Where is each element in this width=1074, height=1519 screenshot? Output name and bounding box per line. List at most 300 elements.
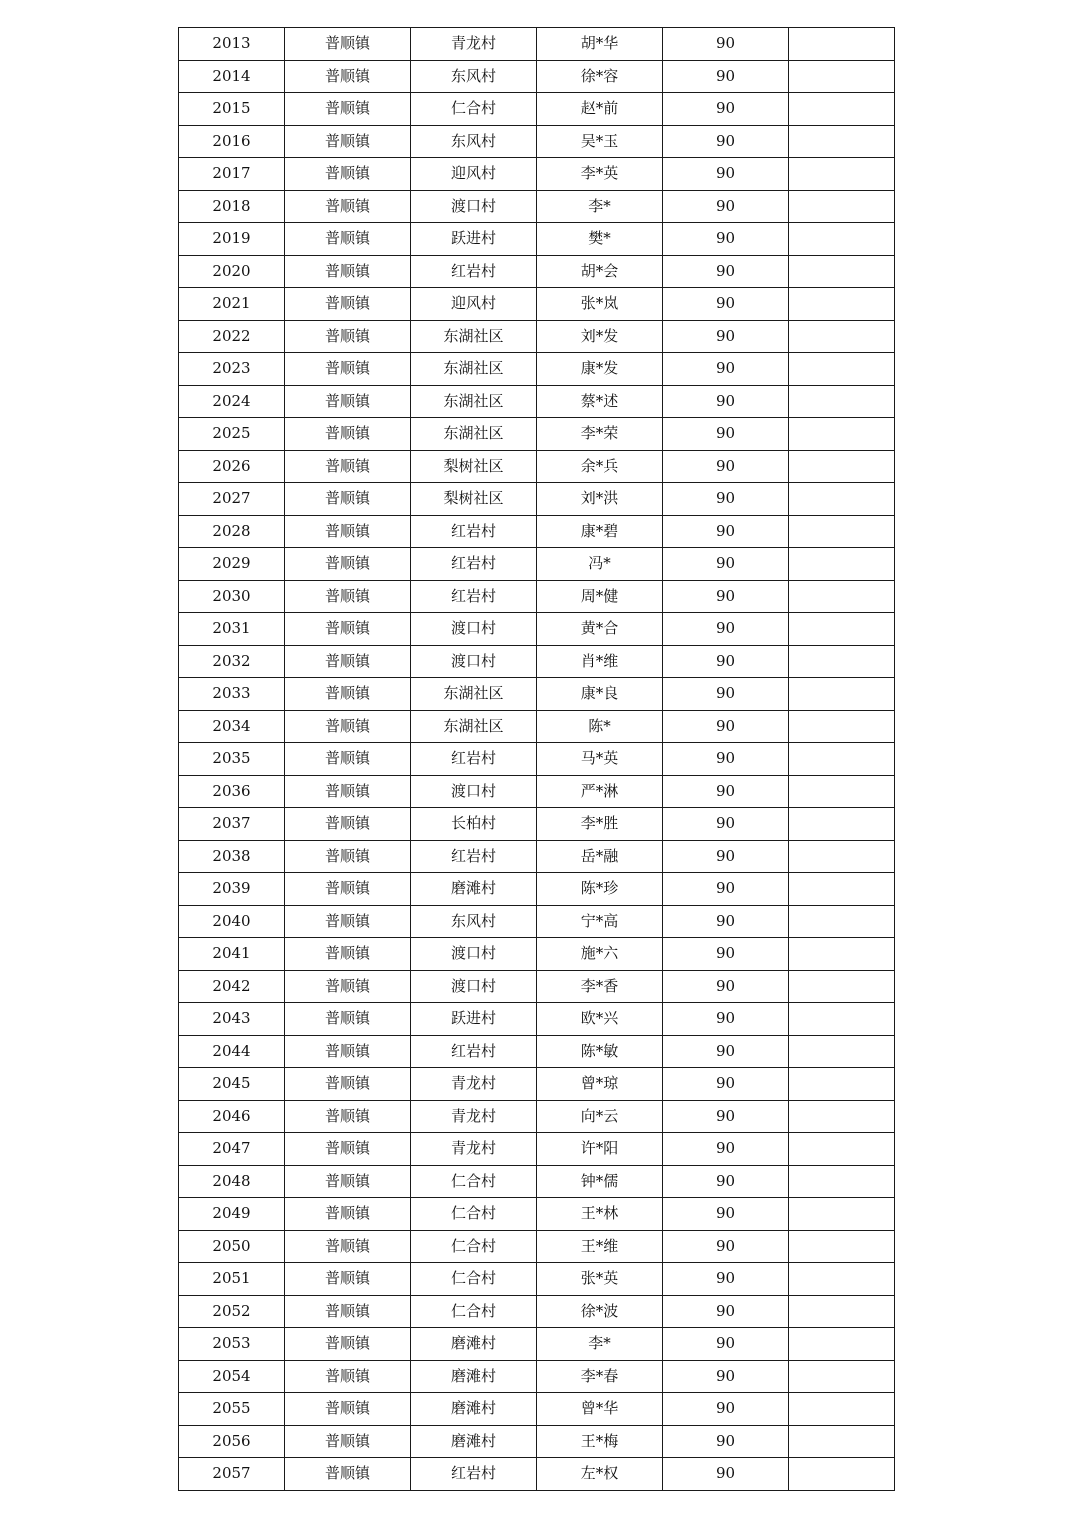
name-cell: 张*英: [537, 1263, 663, 1296]
name-cell: 欧*兴: [537, 1003, 663, 1036]
remark-cell: [789, 515, 895, 548]
name-cell: 向*云: [537, 1100, 663, 1133]
village-cell: 红岩村: [411, 743, 537, 776]
remark-cell: [789, 1133, 895, 1166]
town-cell: 普顺镇: [285, 483, 411, 516]
town-cell: 普顺镇: [285, 1360, 411, 1393]
remark-cell: [789, 158, 895, 191]
table-row: [179, 1198, 895, 1231]
name-cell: 蔡*述: [537, 385, 663, 418]
name-cell: 徐*波: [537, 1295, 663, 1328]
town-cell: 普顺镇: [285, 1458, 411, 1491]
table-row: [179, 418, 895, 451]
amount-cell: 90: [663, 450, 789, 483]
town-cell: 普顺镇: [285, 1295, 411, 1328]
amount-cell: 90: [663, 93, 789, 126]
amount-cell: 90: [663, 385, 789, 418]
town-cell: 普顺镇: [285, 1133, 411, 1166]
village-cell: 渡口村: [411, 613, 537, 646]
table-row: [179, 970, 895, 1003]
table-row: [179, 808, 895, 841]
row-number-cell: 2026: [179, 450, 285, 483]
amount-cell: 90: [663, 548, 789, 581]
town-cell: 普顺镇: [285, 353, 411, 386]
town-cell: 普顺镇: [285, 28, 411, 61]
amount-cell: 90: [663, 60, 789, 93]
amount-cell: 90: [663, 1328, 789, 1361]
row-number-cell: 2044: [179, 1035, 285, 1068]
amount-cell: 90: [663, 905, 789, 938]
name-cell: 许*阳: [537, 1133, 663, 1166]
row-number-cell: 2042: [179, 970, 285, 1003]
remark-cell: [789, 320, 895, 353]
amount-cell: 90: [663, 320, 789, 353]
row-number-cell: 2033: [179, 678, 285, 711]
amount-cell: 90: [663, 1133, 789, 1166]
village-cell: 梨树社区: [411, 450, 537, 483]
row-number-cell: 2014: [179, 60, 285, 93]
town-cell: 普顺镇: [285, 1035, 411, 1068]
name-cell: 李*: [537, 1328, 663, 1361]
amount-cell: 90: [663, 1230, 789, 1263]
remark-cell: [789, 710, 895, 743]
name-cell: 曾*华: [537, 1393, 663, 1426]
remark-cell: [789, 580, 895, 613]
name-cell: 李*: [537, 190, 663, 223]
remark-cell: [789, 905, 895, 938]
name-cell: 胡*华: [537, 28, 663, 61]
town-cell: 普顺镇: [285, 613, 411, 646]
village-cell: 磨滩村: [411, 873, 537, 906]
village-cell: 渡口村: [411, 190, 537, 223]
name-cell: 曾*琼: [537, 1068, 663, 1101]
name-cell: 康*发: [537, 353, 663, 386]
row-number-cell: 2057: [179, 1458, 285, 1491]
remark-cell: [789, 970, 895, 1003]
village-cell: 东湖社区: [411, 320, 537, 353]
table-row: [179, 1393, 895, 1426]
town-cell: 普顺镇: [285, 1328, 411, 1361]
row-number-cell: 2056: [179, 1425, 285, 1458]
remark-cell: [789, 1425, 895, 1458]
table-row: [179, 93, 895, 126]
amount-cell: 90: [663, 613, 789, 646]
village-cell: 仁合村: [411, 1295, 537, 1328]
town-cell: 普顺镇: [285, 1230, 411, 1263]
remark-cell: [789, 1198, 895, 1231]
row-number-cell: 2021: [179, 288, 285, 321]
amount-cell: 90: [663, 970, 789, 1003]
row-number-cell: 2045: [179, 1068, 285, 1101]
remark-cell: [789, 743, 895, 776]
remark-cell: [789, 1165, 895, 1198]
town-cell: 普顺镇: [285, 450, 411, 483]
table-row: [179, 158, 895, 191]
table-row: [179, 1263, 895, 1296]
name-cell: 陈*: [537, 710, 663, 743]
table-row: [179, 1100, 895, 1133]
village-cell: 红岩村: [411, 1458, 537, 1491]
remark-cell: [789, 1068, 895, 1101]
village-cell: 迎风村: [411, 288, 537, 321]
name-cell: 岳*融: [537, 840, 663, 873]
row-number-cell: 2017: [179, 158, 285, 191]
name-cell: 刘*发: [537, 320, 663, 353]
name-cell: 樊*: [537, 223, 663, 256]
row-number-cell: 2019: [179, 223, 285, 256]
town-cell: 普顺镇: [285, 775, 411, 808]
amount-cell: 90: [663, 483, 789, 516]
remark-cell: [789, 1393, 895, 1426]
remark-cell: [789, 645, 895, 678]
village-cell: 青龙村: [411, 1068, 537, 1101]
name-cell: 黄*合: [537, 613, 663, 646]
remark-cell: [789, 840, 895, 873]
village-cell: 青龙村: [411, 28, 537, 61]
town-cell: 普顺镇: [285, 743, 411, 776]
village-cell: 东风村: [411, 60, 537, 93]
remark-cell: [789, 1100, 895, 1133]
name-cell: 周*健: [537, 580, 663, 613]
amount-cell: 90: [663, 743, 789, 776]
town-cell: 普顺镇: [285, 515, 411, 548]
village-cell: 仁合村: [411, 1165, 537, 1198]
village-cell: 渡口村: [411, 775, 537, 808]
remark-cell: [789, 1003, 895, 1036]
village-cell: 渡口村: [411, 645, 537, 678]
roster-table-body: [179, 28, 895, 1491]
town-cell: 普顺镇: [285, 320, 411, 353]
table-row: [179, 1165, 895, 1198]
remark-cell: [789, 483, 895, 516]
table-row: [179, 60, 895, 93]
row-number-cell: 2029: [179, 548, 285, 581]
table-row: [179, 1425, 895, 1458]
table-row: [179, 1328, 895, 1361]
village-cell: 磨滩村: [411, 1360, 537, 1393]
row-number-cell: 2025: [179, 418, 285, 451]
amount-cell: 90: [663, 1068, 789, 1101]
village-cell: 迎风村: [411, 158, 537, 191]
remark-cell: [789, 548, 895, 581]
town-cell: 普顺镇: [285, 645, 411, 678]
remark-cell: [789, 223, 895, 256]
table-row: [179, 255, 895, 288]
remark-cell: [789, 1263, 895, 1296]
town-cell: 普顺镇: [285, 548, 411, 581]
town-cell: 普顺镇: [285, 190, 411, 223]
town-cell: 普顺镇: [285, 158, 411, 191]
table-row: [179, 840, 895, 873]
amount-cell: 90: [663, 223, 789, 256]
amount-cell: 90: [663, 1425, 789, 1458]
name-cell: 施*六: [537, 938, 663, 971]
name-cell: 李*香: [537, 970, 663, 1003]
village-cell: 仁合村: [411, 1230, 537, 1263]
remark-cell: [789, 678, 895, 711]
town-cell: 普顺镇: [285, 580, 411, 613]
table-row: [179, 515, 895, 548]
name-cell: 胡*会: [537, 255, 663, 288]
row-number-cell: 2038: [179, 840, 285, 873]
remark-cell: [789, 1295, 895, 1328]
remark-cell: [789, 450, 895, 483]
table-row: [179, 873, 895, 906]
amount-cell: 90: [663, 1458, 789, 1491]
name-cell: 余*兵: [537, 450, 663, 483]
amount-cell: 90: [663, 580, 789, 613]
amount-cell: 90: [663, 1393, 789, 1426]
name-cell: 康*良: [537, 678, 663, 711]
village-cell: 仁合村: [411, 93, 537, 126]
remark-cell: [789, 613, 895, 646]
row-number-cell: 2046: [179, 1100, 285, 1133]
town-cell: 普顺镇: [285, 970, 411, 1003]
name-cell: 赵*前: [537, 93, 663, 126]
village-cell: 红岩村: [411, 1035, 537, 1068]
amount-cell: 90: [663, 1035, 789, 1068]
village-cell: 渡口村: [411, 938, 537, 971]
town-cell: 普顺镇: [285, 1393, 411, 1426]
table-row: [179, 1230, 895, 1263]
name-cell: 陈*敏: [537, 1035, 663, 1068]
town-cell: 普顺镇: [285, 808, 411, 841]
amount-cell: 90: [663, 1165, 789, 1198]
amount-cell: 90: [663, 158, 789, 191]
name-cell: 康*碧: [537, 515, 663, 548]
remark-cell: [789, 28, 895, 61]
amount-cell: 90: [663, 125, 789, 158]
roster-table: [178, 27, 895, 1491]
remark-cell: [789, 190, 895, 223]
row-number-cell: 2035: [179, 743, 285, 776]
row-number-cell: 2040: [179, 905, 285, 938]
table-row: [179, 905, 895, 938]
row-number-cell: 2055: [179, 1393, 285, 1426]
amount-cell: 90: [663, 515, 789, 548]
table-row: [179, 353, 895, 386]
village-cell: 青龙村: [411, 1133, 537, 1166]
name-cell: 徐*容: [537, 60, 663, 93]
amount-cell: 90: [663, 645, 789, 678]
name-cell: 马*英: [537, 743, 663, 776]
amount-cell: 90: [663, 840, 789, 873]
town-cell: 普顺镇: [285, 223, 411, 256]
table-row: [179, 125, 895, 158]
row-number-cell: 2032: [179, 645, 285, 678]
amount-cell: 90: [663, 288, 789, 321]
name-cell: 李*春: [537, 1360, 663, 1393]
table-row: [179, 613, 895, 646]
table-row: [179, 938, 895, 971]
table-row: [179, 710, 895, 743]
amount-cell: 90: [663, 808, 789, 841]
village-cell: 东湖社区: [411, 385, 537, 418]
amount-cell: 90: [663, 190, 789, 223]
amount-cell: 90: [663, 28, 789, 61]
town-cell: 普顺镇: [285, 840, 411, 873]
town-cell: 普顺镇: [285, 93, 411, 126]
table-row: [179, 320, 895, 353]
remark-cell: [789, 1360, 895, 1393]
town-cell: 普顺镇: [285, 288, 411, 321]
row-number-cell: 2020: [179, 255, 285, 288]
amount-cell: 90: [663, 678, 789, 711]
row-number-cell: 2028: [179, 515, 285, 548]
town-cell: 普顺镇: [285, 418, 411, 451]
row-number-cell: 2016: [179, 125, 285, 158]
village-cell: 东湖社区: [411, 710, 537, 743]
town-cell: 普顺镇: [285, 938, 411, 971]
town-cell: 普顺镇: [285, 60, 411, 93]
amount-cell: 90: [663, 1100, 789, 1133]
table-row: [179, 1035, 895, 1068]
table-row: [179, 483, 895, 516]
remark-cell: [789, 938, 895, 971]
row-number-cell: 2031: [179, 613, 285, 646]
village-cell: 东湖社区: [411, 418, 537, 451]
name-cell: 王*梅: [537, 1425, 663, 1458]
row-number-cell: 2053: [179, 1328, 285, 1361]
amount-cell: 90: [663, 255, 789, 288]
row-number-cell: 2023: [179, 353, 285, 386]
town-cell: 普顺镇: [285, 1003, 411, 1036]
name-cell: 左*权: [537, 1458, 663, 1491]
village-cell: 青龙村: [411, 1100, 537, 1133]
village-cell: 长柏村: [411, 808, 537, 841]
table-row: [179, 1003, 895, 1036]
row-number-cell: 2041: [179, 938, 285, 971]
town-cell: 普顺镇: [285, 873, 411, 906]
amount-cell: 90: [663, 710, 789, 743]
village-cell: 磨滩村: [411, 1393, 537, 1426]
town-cell: 普顺镇: [285, 385, 411, 418]
name-cell: 吴*玉: [537, 125, 663, 158]
village-cell: 东风村: [411, 905, 537, 938]
village-cell: 东湖社区: [411, 353, 537, 386]
town-cell: 普顺镇: [285, 125, 411, 158]
name-cell: 王*林: [537, 1198, 663, 1231]
village-cell: 东风村: [411, 125, 537, 158]
village-cell: 东湖社区: [411, 678, 537, 711]
table-row: [179, 775, 895, 808]
row-number-cell: 2039: [179, 873, 285, 906]
amount-cell: 90: [663, 1263, 789, 1296]
town-cell: 普顺镇: [285, 1425, 411, 1458]
table-row: [179, 743, 895, 776]
row-number-cell: 2030: [179, 580, 285, 613]
remark-cell: [789, 385, 895, 418]
name-cell: 陈*珍: [537, 873, 663, 906]
village-cell: 跃进村: [411, 1003, 537, 1036]
table-row: [179, 678, 895, 711]
remark-cell: [789, 775, 895, 808]
village-cell: 渡口村: [411, 970, 537, 1003]
amount-cell: 90: [663, 775, 789, 808]
table-row: [179, 385, 895, 418]
row-number-cell: 2027: [179, 483, 285, 516]
remark-cell: [789, 1230, 895, 1263]
table-row: [179, 1458, 895, 1491]
village-cell: 跃进村: [411, 223, 537, 256]
table-row: [179, 288, 895, 321]
row-number-cell: 2034: [179, 710, 285, 743]
name-cell: 宁*高: [537, 905, 663, 938]
row-number-cell: 2051: [179, 1263, 285, 1296]
row-number-cell: 2022: [179, 320, 285, 353]
amount-cell: 90: [663, 1295, 789, 1328]
remark-cell: [789, 288, 895, 321]
name-cell: 严*淋: [537, 775, 663, 808]
name-cell: 王*维: [537, 1230, 663, 1263]
table-row: [179, 223, 895, 256]
table-row: [179, 1295, 895, 1328]
row-number-cell: 2018: [179, 190, 285, 223]
name-cell: 张*岚: [537, 288, 663, 321]
remark-cell: [789, 1328, 895, 1361]
village-cell: 磨滩村: [411, 1328, 537, 1361]
town-cell: 普顺镇: [285, 905, 411, 938]
row-number-cell: 2052: [179, 1295, 285, 1328]
row-number-cell: 2043: [179, 1003, 285, 1036]
name-cell: 李*英: [537, 158, 663, 191]
village-cell: 磨滩村: [411, 1425, 537, 1458]
table-row: [179, 548, 895, 581]
row-number-cell: 2013: [179, 28, 285, 61]
row-number-cell: 2048: [179, 1165, 285, 1198]
village-cell: 红岩村: [411, 255, 537, 288]
table-row: [179, 580, 895, 613]
name-cell: 李*胜: [537, 808, 663, 841]
table-row: [179, 645, 895, 678]
name-cell: 钟*儒: [537, 1165, 663, 1198]
amount-cell: 90: [663, 353, 789, 386]
name-cell: 冯*: [537, 548, 663, 581]
town-cell: 普顺镇: [285, 710, 411, 743]
remark-cell: [789, 125, 895, 158]
remark-cell: [789, 873, 895, 906]
town-cell: 普顺镇: [285, 678, 411, 711]
village-cell: 红岩村: [411, 840, 537, 873]
row-number-cell: 2047: [179, 1133, 285, 1166]
remark-cell: [789, 255, 895, 288]
amount-cell: 90: [663, 873, 789, 906]
table-row: [179, 190, 895, 223]
table-row: [179, 1068, 895, 1101]
amount-cell: 90: [663, 418, 789, 451]
town-cell: 普顺镇: [285, 1100, 411, 1133]
remark-cell: [789, 93, 895, 126]
remark-cell: [789, 808, 895, 841]
remark-cell: [789, 418, 895, 451]
name-cell: 李*荣: [537, 418, 663, 451]
remark-cell: [789, 353, 895, 386]
town-cell: 普顺镇: [285, 1068, 411, 1101]
name-cell: 刘*洪: [537, 483, 663, 516]
town-cell: 普顺镇: [285, 1198, 411, 1231]
table-row: [179, 450, 895, 483]
table-row: [179, 1133, 895, 1166]
amount-cell: 90: [663, 1198, 789, 1231]
table-row: [179, 28, 895, 61]
town-cell: 普顺镇: [285, 1263, 411, 1296]
village-cell: 红岩村: [411, 515, 537, 548]
row-number-cell: 2049: [179, 1198, 285, 1231]
amount-cell: 90: [663, 1003, 789, 1036]
name-cell: 肖*维: [537, 645, 663, 678]
amount-cell: 90: [663, 1360, 789, 1393]
amount-cell: 90: [663, 938, 789, 971]
